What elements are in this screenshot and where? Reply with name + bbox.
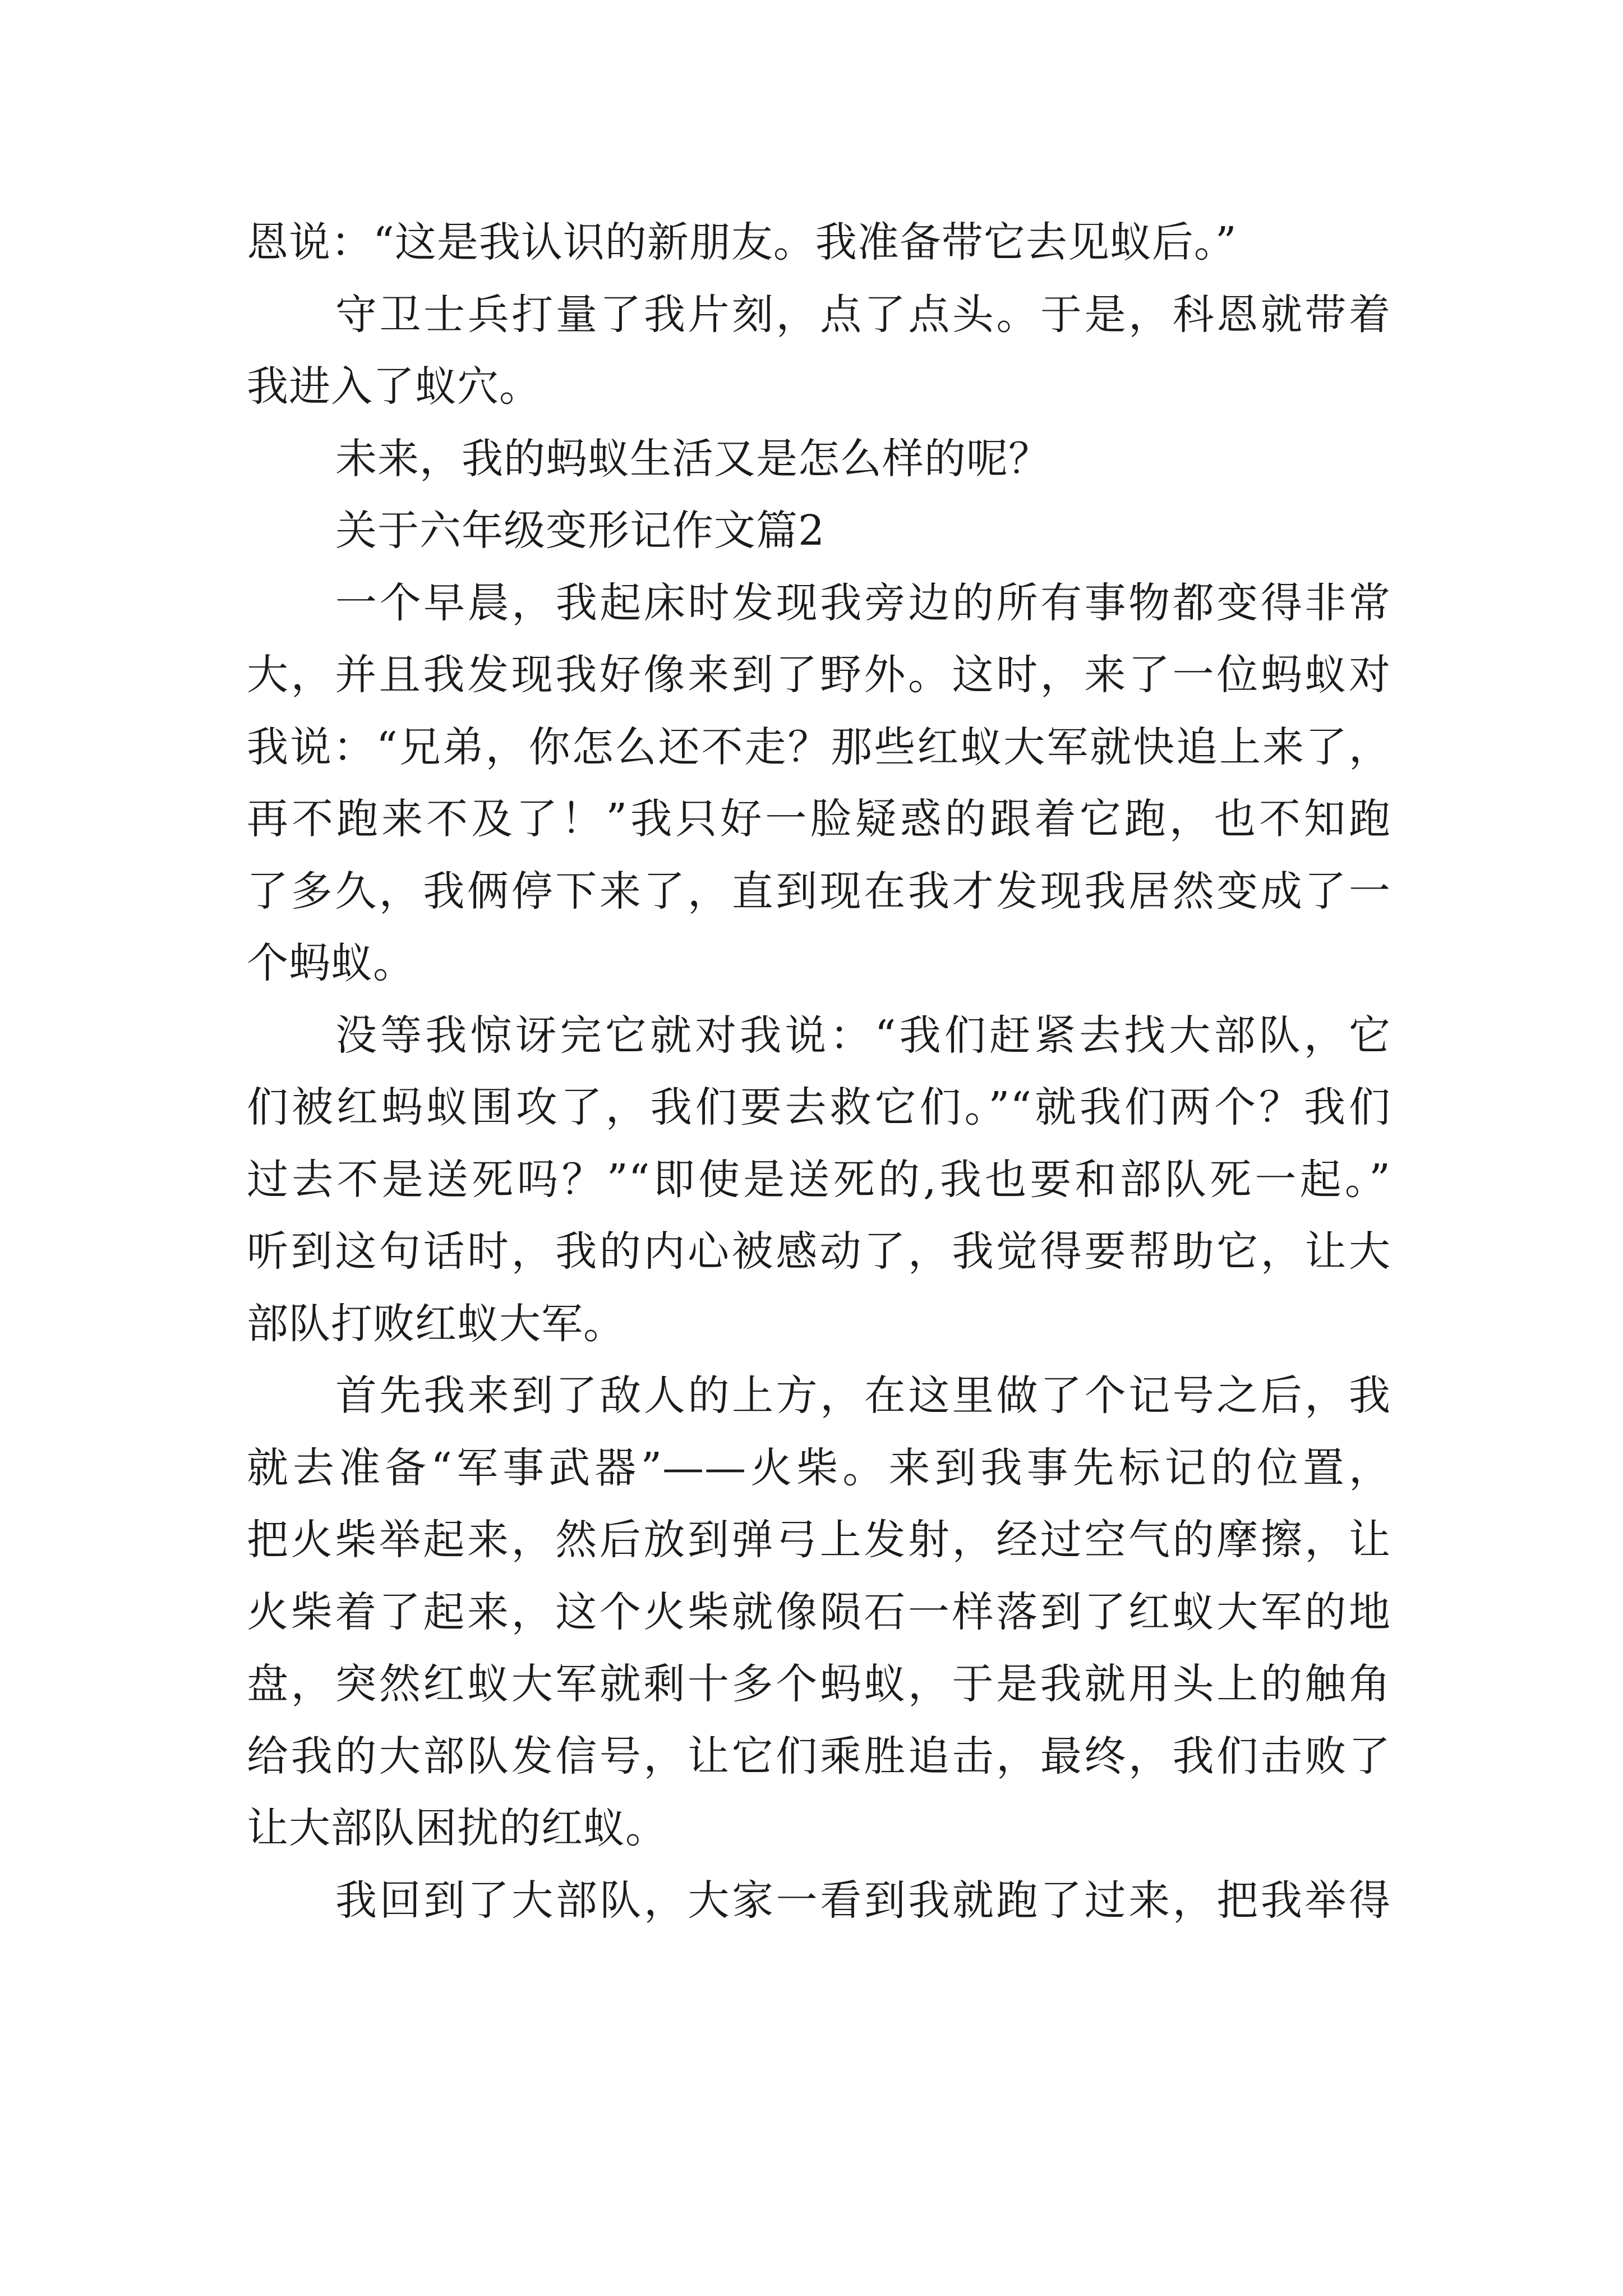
text-line: 没等我惊讶完它就对我说：“我们赶紧去找大部队，它: [335, 1011, 1391, 1060]
text-line: 首先我来到了敌人的上方，在这里做了个记号之后，我: [335, 1372, 1391, 1420]
text-line: 恩说：“这是我认识的新朋友。我准备带它去见蚁后。”: [247, 218, 1237, 266]
text-line: 把火柴举起来，然后放到弹弓上发射，经过空气的摩擦，让: [247, 1516, 1391, 1564]
article-body: [247, 206, 1391, 1936]
text-line: 大，并且我发现我好像来到了野外。这时，来了一位蚂蚁对: [247, 651, 1391, 699]
text-line: 关于六年级变形记作文篇2: [335, 507, 826, 555]
text-line: 再不跑来不及了！”我只好一脸疑惑的跟着它跑，也不知跑: [247, 795, 1391, 843]
text-line: 火柴着了起来，这个火柴就像陨石一样落到了红蚁大军的地: [247, 1588, 1391, 1636]
text-line: 过去不是送死吗？”“即使是送死的,我也要和部队死一起。”: [247, 1155, 1391, 1204]
text-line: 我进入了蚁穴。: [247, 362, 541, 411]
text-line: 未来，我的蚂蚁生活又是怎么样的呢？: [335, 434, 1050, 483]
text-line: 给我的大部队发信号，让它们乘胜追击，最终，我们击败了: [247, 1732, 1391, 1780]
text-line: 让大部队困扰的红蚁。: [247, 1804, 667, 1852]
text-line: 听到这句话时，我的内心被感动了，我觉得要帮助它，让大: [247, 1227, 1391, 1276]
text-line: 一个早晨，我起床时发现我旁边的所有事物都变得非常: [335, 578, 1391, 627]
text-line: 我说：“兄弟，你怎么还不走？那些红蚁大军就快追上来了，: [247, 723, 1391, 771]
text-line: 个蚂蚁。: [247, 939, 415, 987]
text-line: 我回到了大部队，大家一看到我就跑了过来，把我举得: [335, 1876, 1391, 1925]
text-line: 部队打败红蚁大军。: [247, 1299, 625, 1348]
text-line: 盘，突然红蚁大军就剩十多个蚂蚁，于是我就用头上的触角: [247, 1660, 1391, 1708]
text-line: 守卫士兵打量了我片刻，点了点头。于是，科恩就带着: [335, 290, 1391, 339]
text-line: 就去准备“军事武器”——火柴。来到我事先标记的位置，: [247, 1443, 1391, 1492]
text-line: 了多久，我俩停下来了，直到现在我才发现我居然变成了一: [247, 867, 1391, 915]
text-line: 们被红蚂蚁围攻了，我们要去救它们。”“就我们两个？我们: [247, 1083, 1391, 1131]
